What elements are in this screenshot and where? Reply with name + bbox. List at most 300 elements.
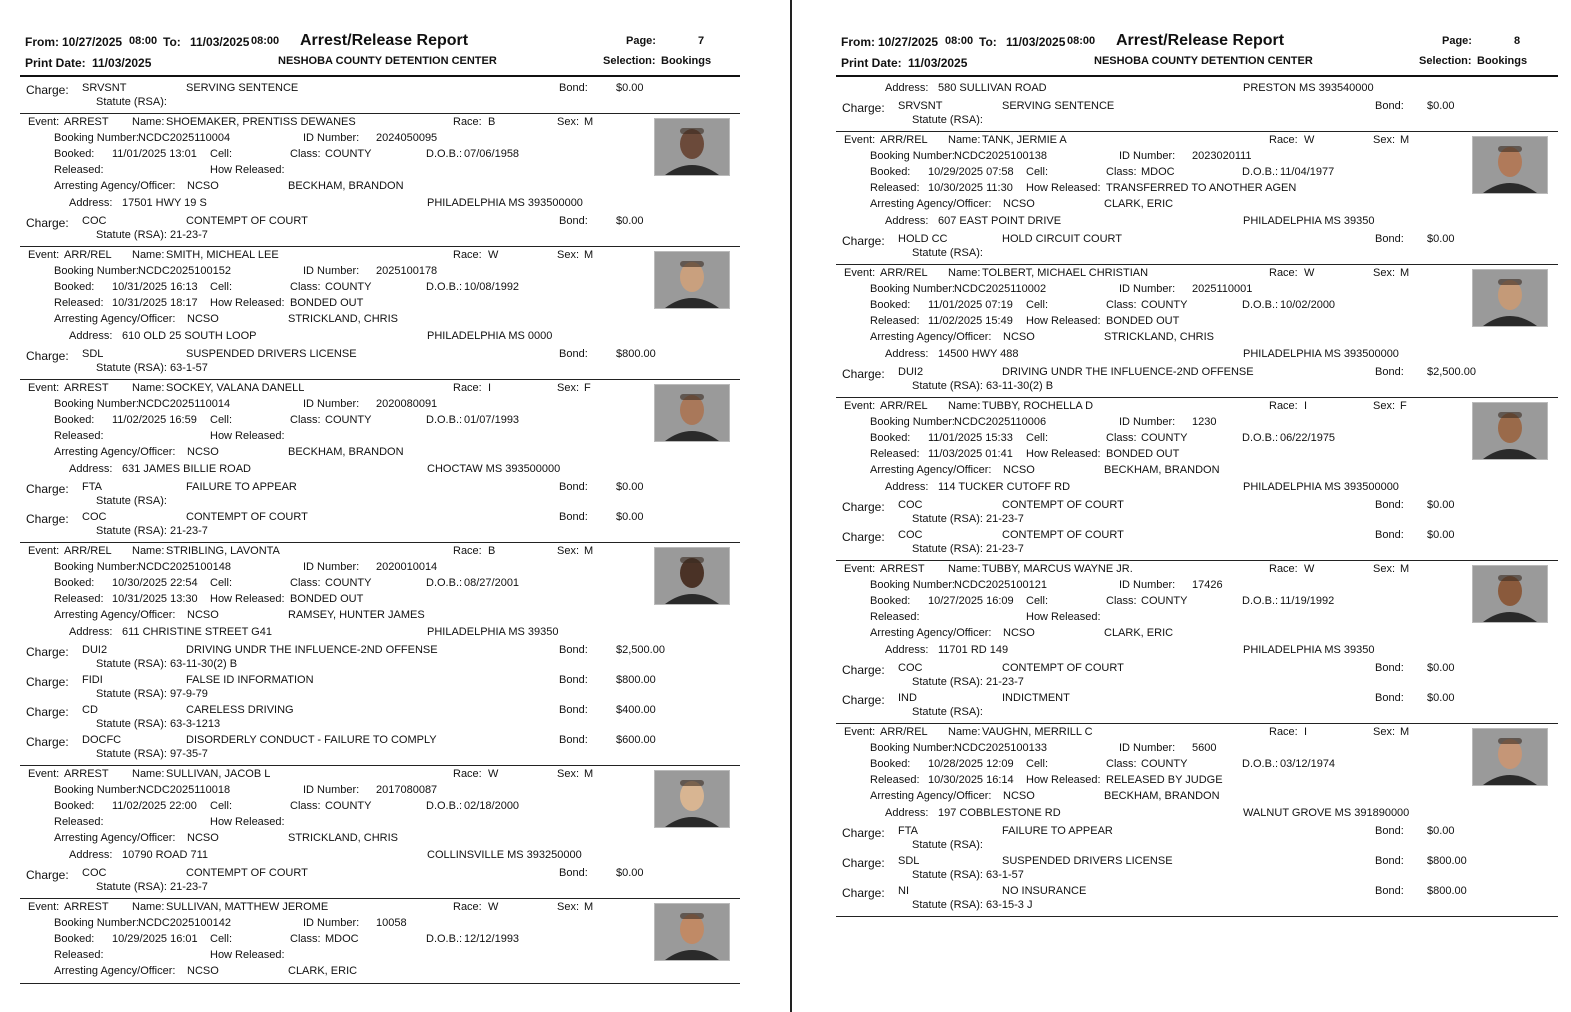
dob-value: 12/12/1993 bbox=[464, 933, 520, 945]
bond-label: Bond: bbox=[1375, 692, 1404, 704]
charge-description: FALSE ID INFORMATION bbox=[186, 674, 314, 686]
agency-label: Arresting Agency/Officer: bbox=[54, 609, 176, 621]
sex-value: F bbox=[1400, 400, 1407, 412]
inmate-name: SULLIVAN, MATTHEW JEROME bbox=[166, 901, 329, 913]
booked-label: Booked: bbox=[870, 299, 911, 311]
booking-photo bbox=[1472, 136, 1548, 194]
bond-label: Bond: bbox=[559, 481, 588, 493]
name-label: Name: bbox=[132, 901, 165, 913]
charge-row bbox=[836, 659, 1558, 689]
booking-number: NCDC2025110014 bbox=[138, 398, 231, 410]
race-label: Race: bbox=[1269, 267, 1298, 279]
event-type: ARREST bbox=[64, 116, 109, 128]
booked-row bbox=[20, 931, 740, 947]
bond-amount: $0.00 bbox=[616, 481, 644, 493]
event-row bbox=[20, 247, 740, 263]
address-label: Address: bbox=[885, 215, 929, 227]
officer-name: CLARK, ERIC bbox=[1104, 198, 1174, 210]
bond-label: Bond: bbox=[1375, 855, 1404, 867]
charge-label: Charge: bbox=[26, 868, 69, 882]
officer-name: BECKHAM, BRANDON bbox=[1104, 464, 1220, 476]
charge-row bbox=[836, 526, 1558, 556]
class-label: Class: bbox=[290, 414, 321, 426]
agency-row bbox=[20, 178, 740, 194]
agency-label: Arresting Agency/Officer: bbox=[54, 965, 176, 977]
released-datetime: 11/03/2025 01:41 bbox=[928, 448, 1013, 460]
booking-number-label: Booking Number: bbox=[870, 579, 955, 591]
to-date: 11/03/2025 bbox=[190, 35, 250, 49]
released-label: Released: bbox=[870, 611, 920, 623]
booked-label: Booked: bbox=[54, 414, 95, 426]
id-number: 2017080087 bbox=[376, 784, 438, 796]
sex-value: M bbox=[584, 116, 594, 128]
event-label: Event: bbox=[28, 249, 60, 261]
inmate-name: SMITH, MICHEAL LEE bbox=[166, 249, 279, 261]
booking-event bbox=[20, 899, 740, 984]
charge-description: SERVING SENTENCE bbox=[1002, 100, 1115, 112]
bond-amount: $0.00 bbox=[1427, 233, 1455, 245]
name-label: Name: bbox=[132, 768, 165, 780]
charge-label: Charge: bbox=[842, 367, 885, 381]
selection-label: Selection: bbox=[603, 55, 656, 67]
sex-value: M bbox=[1400, 563, 1410, 575]
address-row bbox=[20, 460, 740, 478]
header-rule bbox=[20, 75, 740, 77]
cell-label: Cell: bbox=[210, 933, 233, 945]
address-value: 10790 ROAD 711 bbox=[122, 849, 209, 861]
statute-label: Statute (RSA): bbox=[912, 706, 983, 718]
bond-label: Bond: bbox=[1375, 529, 1404, 541]
event-label: Event: bbox=[844, 563, 876, 575]
cell-label: Cell: bbox=[210, 577, 233, 589]
agency-row bbox=[836, 462, 1558, 478]
charge-description: DRIVING UNDR THE INFLUENCE-2ND OFFENSE bbox=[1002, 366, 1254, 378]
booked-label: Booked: bbox=[870, 758, 911, 770]
dob-label: D.O.B.: bbox=[426, 281, 463, 293]
event-row bbox=[20, 380, 740, 396]
charge-code: DOCFC bbox=[82, 734, 122, 746]
address-label: Address: bbox=[69, 626, 113, 638]
booked-datetime: 10/29/2025 16:01 bbox=[112, 933, 198, 945]
agency-value: NCSO bbox=[187, 832, 219, 844]
race-value: W bbox=[488, 768, 499, 780]
agency-row bbox=[836, 788, 1558, 804]
inmate-name: SULLIVAN, JACOB L bbox=[166, 768, 271, 780]
booking-number-label: Booking Number: bbox=[54, 265, 139, 277]
event-type: ARREST bbox=[64, 768, 109, 780]
cell-label: Cell: bbox=[1026, 299, 1049, 311]
charge-label: Charge: bbox=[842, 101, 885, 115]
charge-code: FTA bbox=[82, 481, 102, 493]
print-date-label: Print Date: bbox=[25, 56, 86, 70]
class-value: COUNTY bbox=[325, 281, 372, 293]
to-time: 08:00 bbox=[251, 35, 280, 47]
dob-label: D.O.B.: bbox=[426, 148, 463, 160]
photo-silhouette bbox=[655, 385, 729, 441]
report-title: Arrest/Release Report bbox=[300, 32, 469, 49]
agency-label: Arresting Agency/Officer: bbox=[54, 180, 176, 192]
race-label: Race: bbox=[1269, 400, 1298, 412]
booking-photo bbox=[654, 547, 730, 605]
bond-amount: $400.00 bbox=[616, 704, 656, 716]
dob-value: 01/07/1993 bbox=[464, 414, 520, 426]
booking-row bbox=[836, 414, 1558, 430]
charge-description: SERVING SENTENCE bbox=[186, 82, 299, 94]
booked-datetime: 11/01/2025 15:33 bbox=[928, 432, 1013, 444]
charge-label: Charge: bbox=[842, 530, 885, 544]
agency-row bbox=[20, 607, 740, 623]
address-row bbox=[836, 345, 1558, 363]
released-label: Released: bbox=[54, 164, 104, 176]
charge-row bbox=[20, 671, 740, 701]
charge-row bbox=[20, 212, 740, 242]
race-label: Race: bbox=[453, 545, 482, 557]
event-label: Event: bbox=[28, 116, 60, 128]
how-released-label: How Released: bbox=[210, 297, 285, 309]
charge-code: SDL bbox=[82, 348, 104, 360]
address-value: 607 EAST POINT DRIVE bbox=[938, 215, 1062, 227]
charge-code: COC bbox=[898, 662, 923, 674]
dob-label: D.O.B.: bbox=[1242, 299, 1279, 311]
booking-photo bbox=[654, 770, 730, 828]
bond-amount: $0.00 bbox=[1427, 100, 1455, 112]
charge-label: Charge: bbox=[842, 500, 885, 514]
statute-label: Statute (RSA): bbox=[912, 114, 983, 126]
dob-label: D.O.B.: bbox=[426, 414, 463, 426]
race-label: Race: bbox=[453, 768, 482, 780]
booking-number: NCDC2025100121 bbox=[954, 579, 1047, 591]
dob-value: 10/08/1992 bbox=[464, 281, 520, 293]
booking-event bbox=[836, 398, 1558, 561]
event-label: Event: bbox=[28, 901, 60, 913]
released-label: Released: bbox=[54, 949, 104, 961]
event-row bbox=[836, 724, 1558, 740]
booking-number-label: Booking Number: bbox=[54, 398, 139, 410]
sex-label: Sex: bbox=[557, 901, 580, 913]
page-number: 7 bbox=[698, 35, 705, 47]
print-date: 11/03/2025 bbox=[92, 56, 152, 70]
agency-row bbox=[836, 625, 1558, 641]
bond-amount: $0.00 bbox=[1427, 529, 1455, 541]
officer-name: BECKHAM, BRANDON bbox=[288, 180, 404, 192]
agency-row bbox=[836, 329, 1558, 345]
bond-amount: $0.00 bbox=[1427, 499, 1455, 511]
charge-code: DUI2 bbox=[82, 644, 108, 656]
officer-name: STRICKLAND, CHRIS bbox=[288, 313, 399, 325]
booking-number-label: Booking Number: bbox=[870, 742, 955, 754]
event-label: Event: bbox=[28, 382, 60, 394]
how-released-label: How Released: bbox=[210, 949, 285, 961]
class-label: Class: bbox=[1106, 758, 1137, 770]
booking-number-label: Booking Number: bbox=[54, 917, 139, 929]
event-type: ARREST bbox=[880, 563, 925, 575]
statute-value: 63-1-57 bbox=[986, 869, 1024, 881]
released-label: Released: bbox=[54, 816, 104, 828]
sex-label: Sex: bbox=[1373, 563, 1396, 575]
statute-label: Statute (RSA): bbox=[96, 748, 167, 760]
agency-value: NCSO bbox=[1003, 331, 1035, 343]
booked-label: Booked: bbox=[870, 432, 911, 444]
charge-code: FIDI bbox=[82, 674, 103, 686]
agency-label: Arresting Agency/Officer: bbox=[54, 832, 176, 844]
booking-number-label: Booking Number: bbox=[54, 132, 139, 144]
report-header bbox=[20, 0, 740, 76]
booking-number-label: Booking Number: bbox=[54, 561, 139, 573]
booked-label: Booked: bbox=[870, 595, 911, 607]
booked-datetime: 10/28/2025 12:09 bbox=[928, 758, 1014, 770]
booked-row bbox=[836, 593, 1558, 609]
booking-row bbox=[836, 577, 1558, 593]
report-page-8 bbox=[836, 0, 1558, 1012]
statute-label: Statute (RSA): bbox=[96, 658, 167, 670]
bond-amount: $0.00 bbox=[616, 82, 644, 94]
id-number-label: ID Number: bbox=[303, 561, 360, 573]
dob-label: D.O.B.: bbox=[426, 933, 463, 945]
bond-label: Bond: bbox=[559, 644, 588, 656]
address-city: PHILADELPHIA MS 39350 bbox=[427, 626, 559, 638]
inmate-name: STRIBLING, LAVONTA bbox=[166, 545, 280, 557]
officer-name: RAMSEY, HUNTER JAMES bbox=[288, 609, 425, 621]
id-number: 17426 bbox=[1192, 579, 1223, 591]
class-value: MDOC bbox=[1141, 166, 1175, 178]
statute-label: Statute (RSA): bbox=[912, 380, 983, 392]
agency-label: Arresting Agency/Officer: bbox=[54, 313, 176, 325]
race-value: W bbox=[488, 901, 499, 913]
bond-amount: $2,500.00 bbox=[1427, 366, 1476, 378]
charge-code: DUI2 bbox=[898, 366, 924, 378]
how-released-value: BONDED OUT bbox=[1106, 315, 1180, 327]
photo-silhouette bbox=[655, 771, 729, 827]
name-label: Name: bbox=[132, 545, 165, 557]
address-row bbox=[20, 846, 740, 864]
charge-description: SUSPENDED DRIVERS LICENSE bbox=[1002, 855, 1173, 867]
class-label: Class: bbox=[290, 800, 321, 812]
statute-value: 63-1-57 bbox=[170, 362, 208, 374]
sex-label: Sex: bbox=[557, 768, 580, 780]
name-label: Name: bbox=[948, 134, 981, 146]
sex-label: Sex: bbox=[1373, 726, 1396, 738]
header-rule bbox=[836, 75, 1558, 77]
statute-label: Statute (RSA): bbox=[912, 839, 983, 851]
officer-name: BECKHAM, BRANDON bbox=[1104, 790, 1220, 802]
to-time: 08:00 bbox=[1067, 35, 1096, 47]
how-released-value: BONDED OUT bbox=[1106, 448, 1180, 460]
print-date-label: Print Date: bbox=[841, 56, 902, 70]
agency-value: NCSO bbox=[1003, 790, 1035, 802]
id-number-label: ID Number: bbox=[1119, 416, 1176, 428]
cell-label: Cell: bbox=[1026, 595, 1049, 607]
agency-label: Arresting Agency/Officer: bbox=[870, 331, 992, 343]
dob-label: D.O.B.: bbox=[426, 577, 463, 589]
released-row bbox=[20, 814, 740, 830]
booking-photo bbox=[654, 251, 730, 309]
photo-silhouette bbox=[1473, 270, 1547, 326]
released-row bbox=[836, 180, 1558, 196]
address-city: PHILADELPHIA MS 393500000 bbox=[1243, 481, 1399, 493]
how-released-label: How Released: bbox=[1026, 448, 1101, 460]
race-value: B bbox=[488, 545, 496, 557]
name-label: Name: bbox=[948, 563, 981, 575]
cell-label: Cell: bbox=[210, 148, 233, 160]
charge-description: DRIVING UNDR THE INFLUENCE-2ND OFFENSE bbox=[186, 644, 438, 656]
report-body bbox=[836, 79, 1558, 917]
from-time: 08:00 bbox=[945, 35, 974, 47]
released-label: Released: bbox=[54, 593, 104, 605]
photo-silhouette bbox=[655, 119, 729, 175]
address-city: WALNUT GROVE MS 391890000 bbox=[1243, 807, 1410, 819]
dob-label: D.O.B.: bbox=[426, 800, 463, 812]
address-value: 14500 HWY 488 bbox=[938, 348, 1019, 360]
name-label: Name: bbox=[132, 249, 165, 261]
how-released-label: How Released: bbox=[1026, 315, 1101, 327]
booking-photo bbox=[1472, 269, 1548, 327]
bond-amount: $800.00 bbox=[1427, 885, 1467, 897]
address-label: Address: bbox=[69, 849, 113, 861]
race-label: Race: bbox=[1269, 134, 1298, 146]
name-label: Name: bbox=[948, 400, 981, 412]
id-number-label: ID Number: bbox=[303, 398, 360, 410]
statute-label: Statute (RSA): bbox=[96, 525, 167, 537]
address-label: Address: bbox=[885, 807, 929, 819]
address-row bbox=[836, 79, 1558, 97]
name-label: Name: bbox=[132, 116, 165, 128]
id-number-label: ID Number: bbox=[1119, 742, 1176, 754]
cell-label: Cell: bbox=[1026, 166, 1049, 178]
released-label: Released: bbox=[870, 774, 920, 786]
agency-row bbox=[20, 311, 740, 327]
event-type: ARR/REL bbox=[880, 726, 928, 738]
class-value: COUNTY bbox=[1141, 299, 1188, 311]
race-value: W bbox=[488, 249, 499, 261]
page-label: Page: bbox=[626, 35, 656, 47]
how-released-label: How Released: bbox=[1026, 182, 1101, 194]
charge-label: Charge: bbox=[26, 512, 69, 526]
released-datetime: 11/02/2025 15:49 bbox=[928, 315, 1013, 327]
bond-label: Bond: bbox=[1375, 825, 1404, 837]
booking-number-label: Booking Number: bbox=[870, 283, 955, 295]
bond-label: Bond: bbox=[559, 867, 588, 879]
agency-value: NCSO bbox=[187, 180, 219, 192]
charge-row bbox=[836, 363, 1558, 393]
report-page-7 bbox=[20, 0, 740, 1012]
id-number-label: ID Number: bbox=[1119, 150, 1176, 162]
continued-booking bbox=[20, 79, 740, 114]
address-city: PHILADELPHIA MS 393500000 bbox=[1243, 348, 1399, 360]
statute-value: 63-11-30(2) B bbox=[986, 380, 1054, 392]
sex-label: Sex: bbox=[1373, 134, 1396, 146]
address-value: 17501 HWY 19 S bbox=[122, 197, 207, 209]
agency-label: Arresting Agency/Officer: bbox=[870, 464, 992, 476]
event-type: ARR/REL bbox=[880, 267, 928, 279]
id-number-label: ID Number: bbox=[1119, 579, 1176, 591]
released-label: Released: bbox=[870, 315, 920, 327]
released-label: Released: bbox=[54, 430, 104, 442]
to-label: To: bbox=[163, 35, 181, 49]
bond-label: Bond: bbox=[559, 82, 588, 94]
cell-label: Cell: bbox=[1026, 758, 1049, 770]
statute-label: Statute (RSA): bbox=[96, 881, 167, 893]
booked-datetime: 10/30/2025 22:54 bbox=[112, 577, 198, 589]
statute-label: Statute (RSA): bbox=[912, 513, 983, 525]
released-row bbox=[20, 428, 740, 444]
charge-code: CD bbox=[82, 704, 98, 716]
bond-amount: $0.00 bbox=[1427, 825, 1455, 837]
released-row bbox=[20, 947, 740, 963]
page-number: 8 bbox=[1514, 35, 1521, 47]
booking-event bbox=[836, 265, 1558, 398]
event-type: ARREST bbox=[64, 382, 109, 394]
photo-silhouette bbox=[1473, 729, 1547, 785]
statute-value: 63-15-3 J bbox=[986, 899, 1033, 911]
address-label: Address: bbox=[885, 644, 929, 656]
booked-label: Booked: bbox=[54, 933, 95, 945]
statute-label: Statute (RSA): bbox=[912, 676, 983, 688]
class-value: COUNTY bbox=[1141, 758, 1188, 770]
released-row bbox=[836, 313, 1558, 329]
address-label: Address: bbox=[885, 82, 929, 94]
continued-booking bbox=[836, 79, 1558, 132]
name-label: Name: bbox=[948, 267, 981, 279]
charge-row bbox=[20, 641, 740, 671]
photo-silhouette bbox=[655, 904, 729, 960]
class-value: COUNTY bbox=[1141, 595, 1188, 607]
charge-description: SUSPENDED DRIVERS LICENSE bbox=[186, 348, 357, 360]
class-value: MDOC bbox=[325, 933, 359, 945]
bond-amount: $800.00 bbox=[616, 674, 656, 686]
charge-description: CARELESS DRIVING bbox=[186, 704, 294, 716]
sex-label: Sex: bbox=[557, 382, 580, 394]
address-value: 580 SULLIVAN ROAD bbox=[938, 82, 1047, 94]
statute-value: 21-23-7 bbox=[986, 543, 1024, 555]
event-type: ARR/REL bbox=[64, 249, 112, 261]
statute-value: 21-23-7 bbox=[170, 525, 208, 537]
id-number-label: ID Number: bbox=[1119, 283, 1176, 295]
booked-datetime: 10/27/2025 16:09 bbox=[928, 595, 1014, 607]
event-label: Event: bbox=[28, 768, 60, 780]
charge-code: FTA bbox=[898, 825, 918, 837]
bond-label: Bond: bbox=[1375, 233, 1404, 245]
charge-row bbox=[20, 478, 740, 508]
race-value: W bbox=[1304, 134, 1315, 146]
booked-datetime: 11/01/2025 07:19 bbox=[928, 299, 1013, 311]
class-value: COUNTY bbox=[325, 577, 372, 589]
event-row bbox=[20, 766, 740, 782]
dob-value: 03/12/1974 bbox=[1280, 758, 1336, 770]
booking-event bbox=[20, 543, 740, 766]
event-row bbox=[20, 114, 740, 130]
race-value: B bbox=[488, 116, 496, 128]
address-row bbox=[20, 623, 740, 641]
statute-label: Statute (RSA): bbox=[912, 247, 983, 259]
released-datetime: 10/30/2025 11:30 bbox=[928, 182, 1013, 194]
agency-row bbox=[20, 444, 740, 460]
report-body bbox=[20, 79, 740, 984]
address-row bbox=[836, 804, 1558, 822]
booked-label: Booked: bbox=[870, 166, 911, 178]
how-released-label: How Released: bbox=[1026, 611, 1101, 623]
photo-silhouette bbox=[1473, 566, 1547, 622]
agency-value: NCSO bbox=[187, 965, 219, 977]
charge-row bbox=[836, 852, 1558, 882]
released-datetime: 10/30/2025 16:14 bbox=[928, 774, 1014, 786]
bond-label: Bond: bbox=[1375, 885, 1404, 897]
inmate-name: TANK, JERMIE A bbox=[982, 134, 1067, 146]
how-released-value: BONDED OUT bbox=[290, 593, 364, 605]
inmate-name: TUBBY, MARCUS WAYNE JR. bbox=[982, 563, 1133, 575]
charge-label: Charge: bbox=[26, 482, 69, 496]
id-number: 2024050095 bbox=[376, 132, 438, 144]
id-number-label: ID Number: bbox=[303, 784, 360, 796]
